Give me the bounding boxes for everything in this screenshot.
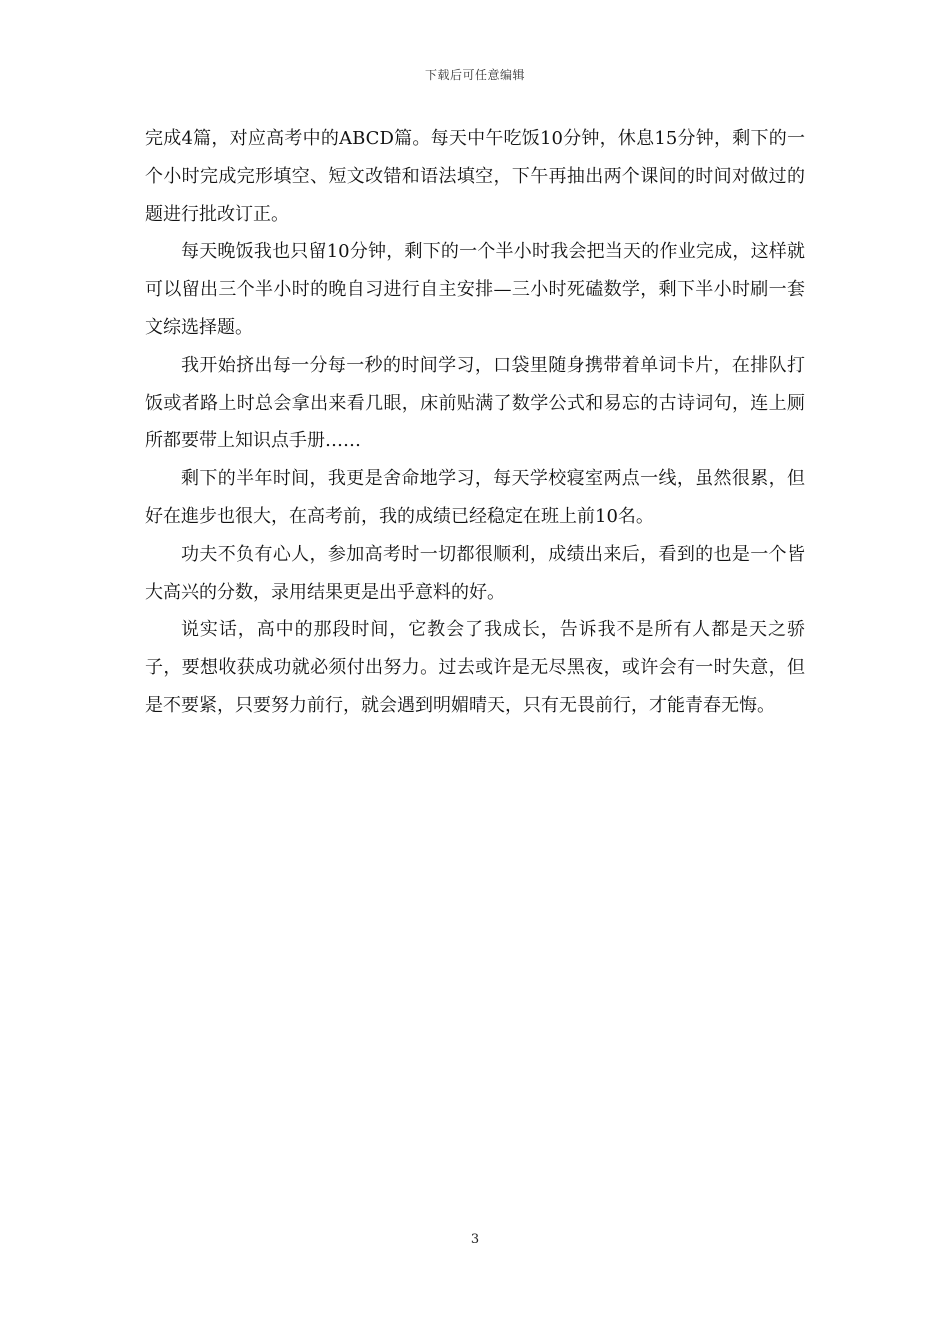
page-number: 3 — [470, 1232, 480, 1247]
paragraph-5: 功夫不负有心人，参加高考时一切都很顺利，成绩出来后，看到的也是一个皆大高兴的分数，录用结果更是出乎意料的好。 — [145, 543, 805, 603]
paragraph-2: 每天晚饭我也只留10分钟，剩下的一个半小时我会把当天的作业完成，这样就可以留出三个半小时的晚自习进行自主安排—三小时死磕数学，剩下半小时刷一套文综选择题。 — [145, 241, 805, 338]
paragraph-1: 完成4篇，对应高考中的ABCD篇。每天中午吃饭10分钟，休息15分钟，剩下的一个小时完成完形填空、短文改错和语法填空，下午再抽出两个课间的时间对做过的题进行批改订正。 — [145, 128, 805, 225]
paragraph-4: 剩下的半年时间，我更是舍命地学习，每天学校寝室两点一线，虽然很累，但好在進步也很大，在高考前，我的成绩已经稳定在班上前10名。 — [145, 468, 805, 527]
document-body — [145, 120, 805, 725]
page-header: 下载后可任意编辑 — [424, 68, 525, 82]
paragraph-6: 说实话，高中的那段时间，它教会了我成长，告诉我不是所有人都是天之骄子，要想收获成功就必须付出努力。过去或许是无尽黑夜，或许会有一时失意，但是不要紧，只要努力前行，就会遇到明媚晴天，只有无畏前行，才能青春无悔。 — [145, 619, 805, 716]
paragraph-3: 我开始挤出每一分每一秒的时间学习，口袋里随身携带着单词卡片，在排队打饭或者路上时总会拿出来看几眼，床前贴满了数学公式和易忘的古诗词句，连上厕所都要带上知识点手册…… — [145, 354, 805, 452]
